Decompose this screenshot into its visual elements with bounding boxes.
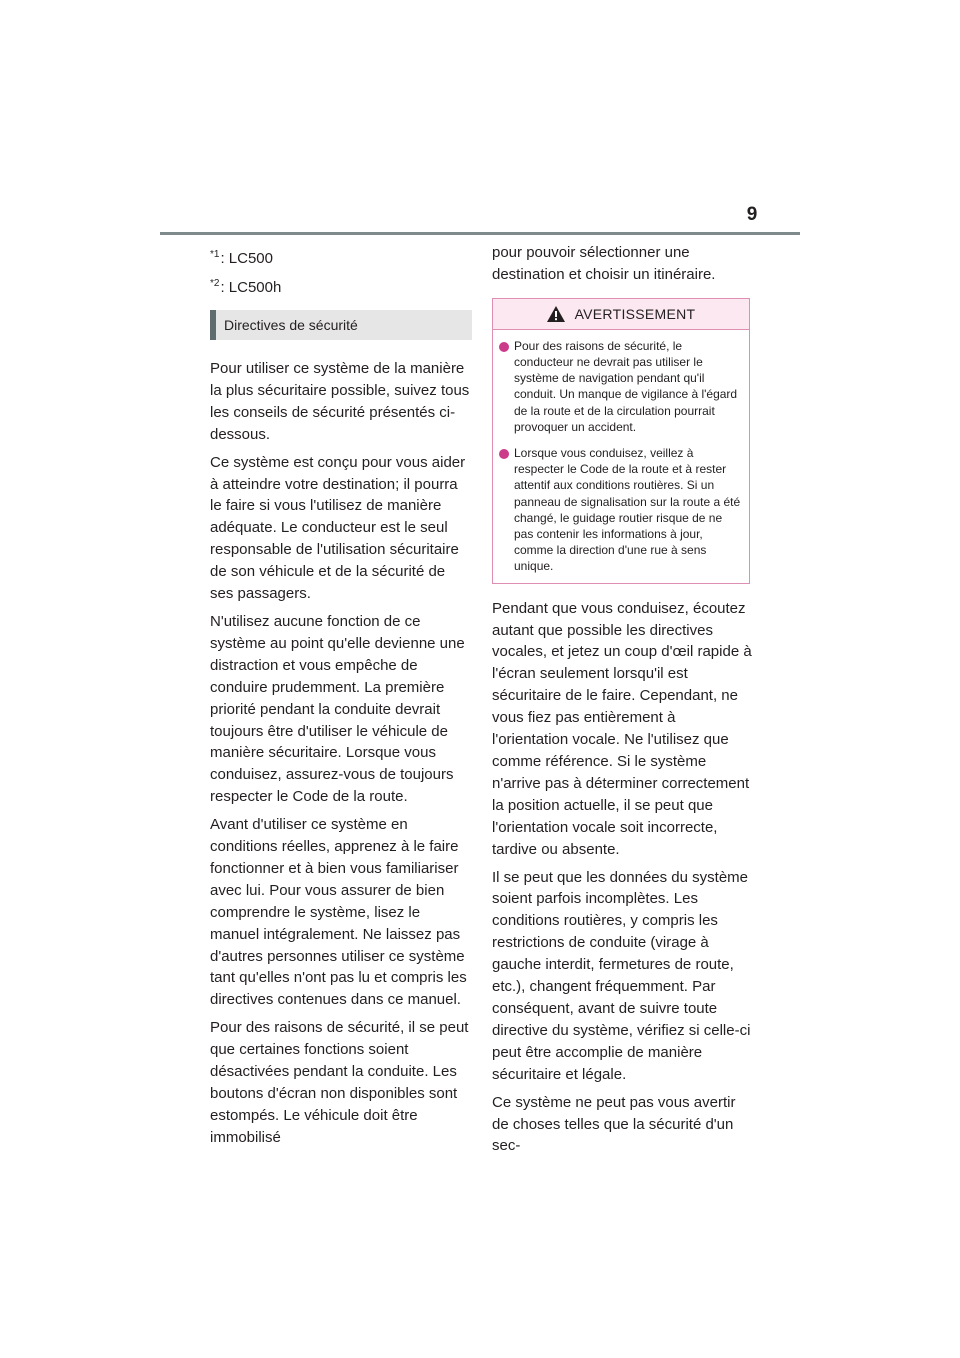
footnote-mark: *1 bbox=[210, 249, 220, 260]
warning-item bbox=[499, 338, 743, 435]
bullet-icon bbox=[499, 449, 509, 459]
footnote-2 bbox=[210, 271, 472, 300]
warning-item-text: Pour des raisons de sécurité, le conducteur ne devrait pas utiliser le système de navigation pendant qu'il conduit. Un manque de vigilance à l'égard de la route et de la circulation pourrait provoquer un accident. bbox=[514, 338, 738, 434]
paragraph: N'utilisez aucune fonction de ce système au point qu'elle devienne une distraction et vous empêche de conduire prudemment. La première priorité pendant la conduite devrait toujours être d'utiliser le véhicule de manière sécuritaire. Lorsque vous conduisez, assurez-vous de toujours respecter le Code de la route. bbox=[210, 612, 465, 806]
warning-item bbox=[499, 445, 743, 575]
warning-item-text: Lorsque vous conduisez, veillez à respecter le Code de la route et à rester attentif aux conditions routières. Si un panneau de signalisation sur la route a été changé, le guidage routier risque de ne pas contenir les informations à jour, comme la direction d'une rue à sens unique. bbox=[514, 446, 741, 574]
header-rule bbox=[160, 232, 800, 235]
paragraph: Il se peut que les données du système soient parfois incomplètes. Les conditions routières, y compris les restrictions de conduite (virage à gauche interdit, fermetures de route, etc.), changent fréquemment. Par conséquent, avant de suivre toute directive du système, vérifiez si celle-ci peut être accomplie de manière sécuritaire et légale. bbox=[492, 868, 751, 1083]
paragraph: Ce système ne peut pas vous avertir de choses telles que la sécurité d'un sec- bbox=[492, 1093, 736, 1155]
intro-paragraph: pour pouvoir sélectionner une destination et choisir un itinéraire. bbox=[492, 244, 716, 283]
page-number: 9 bbox=[746, 204, 758, 225]
footnote-text: : LC500h bbox=[220, 279, 282, 296]
paragraph: Pendant que vous conduisez, écoutez autant que possible les directives vocales, et jetez un coup d'œil rapide à l'écran seulement lorsqu'il est sécuritaire de le faire. Cependant, ne vous fiez pas entièrement à l'orientation vocale. Ne l'utilisez que comme référence. Si le système n'arrive pas à déterminer correctement la position actuelle, il se peut que l'orientation vocale soit incorrecte, tardive ou absente. bbox=[492, 599, 752, 858]
footnote-mark: *2 bbox=[210, 278, 220, 289]
right-column bbox=[492, 242, 754, 1163]
warning-title: AVERTISSEMENT bbox=[574, 305, 696, 322]
warning-body bbox=[493, 330, 749, 583]
left-column bbox=[210, 242, 472, 1155]
footnote-1 bbox=[210, 242, 472, 271]
section-heading: Directives de sécurité bbox=[210, 310, 472, 340]
warning-triangle-icon bbox=[547, 306, 565, 322]
bullet-icon bbox=[499, 342, 509, 352]
paragraph: Ce système est conçu pour vous aider à atteindre votre destination; il pourra le faire si vous l'utilisez de manière adéquate. Le conducteur est le seul responsable de l'utilisation sécuritaire de son véhicule et de la sécurité de ses passagers. bbox=[210, 453, 466, 603]
paragraph: Pour utiliser ce système de la manière la plus sécuritaire possible, suivez tous les conseils de sécurité présentés ci-dessous. bbox=[210, 360, 470, 443]
paragraph: Pour des raisons de sécurité, il se peut que certaines fonctions soient désactivées pendant la conduite. Les boutons d'écran non disponibles sont estompés. Le véhicule doit être immobilisé bbox=[210, 1019, 469, 1146]
footnote-text: : LC500 bbox=[220, 250, 273, 267]
paragraph: Avant d'utiliser ce système en conditions réelles, apprenez à le faire fonctionner et à bien vous familiariser avec lui. Pour vous assurer de bien comprendre le système, lisez le manuel intégralement. Ne laissez pas d'autres personnes utiliser ce système tant qu'elles n'ont pas lu et compris les directives contenues dans ce manuel. bbox=[210, 816, 467, 1009]
warning-box bbox=[492, 298, 750, 584]
warning-header bbox=[493, 299, 749, 330]
